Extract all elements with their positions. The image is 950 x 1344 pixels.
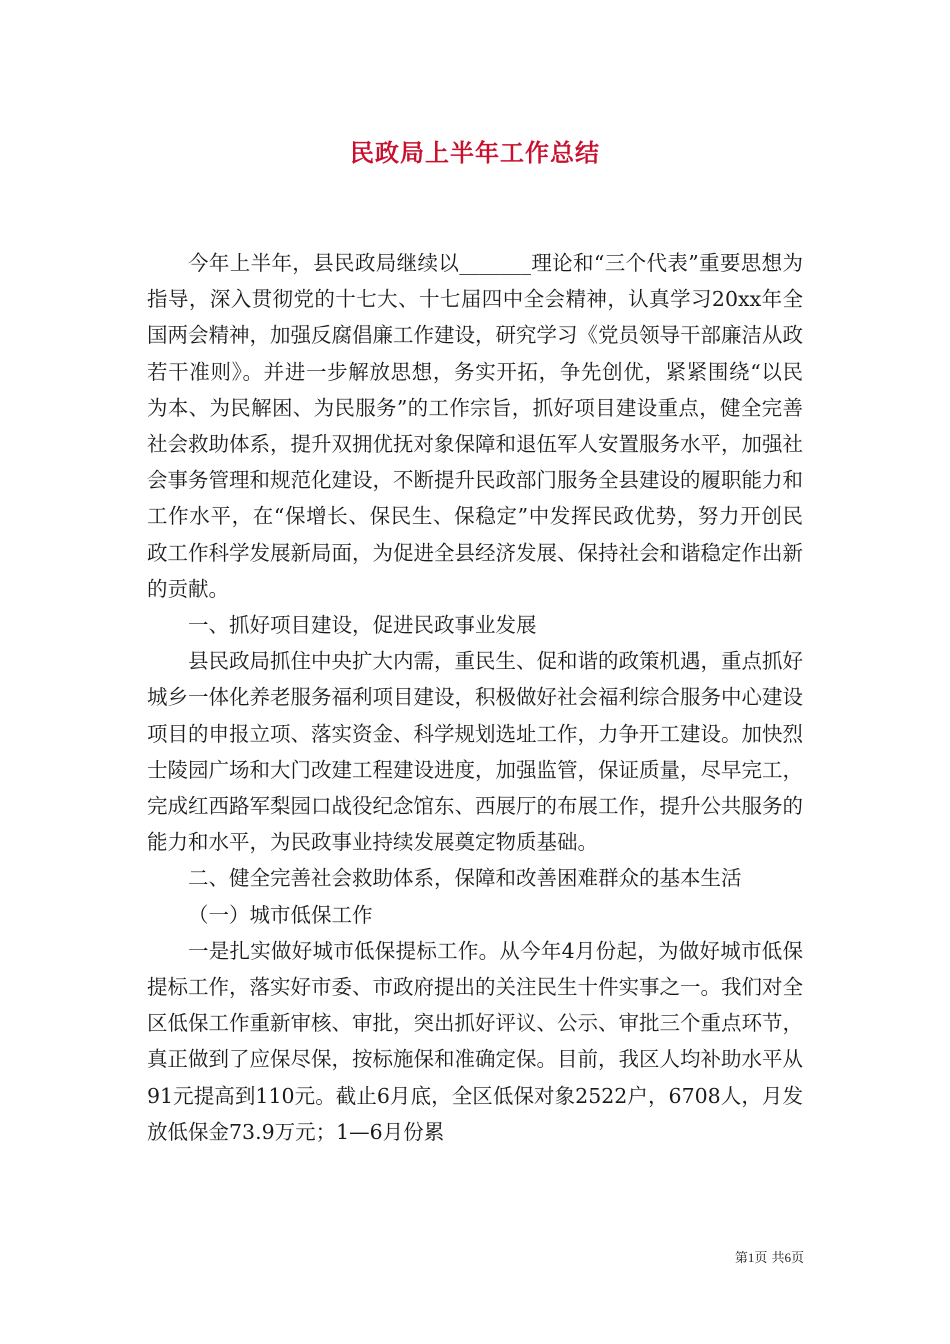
page-current: 1 <box>747 1250 755 1265</box>
document-body <box>147 245 803 1150</box>
subsection-1-paragraph: 一是扎实做好城市低保提标工作。从今年4月份起，为做好城市低保提标工作，落实好市委、市政府提出的关注民生十件实事之一。我们对全区低保工作重新审核、审批，突出抓好评议、公示、审批三个重点环节，真正做到了应保尽保，按标施保和准确定保。目前，我区人均补助水平从91元提高到110元。截止6月底，全区低保对象2522户，6708人，月发放低保金73.9万元；1—6月份累 <box>147 938 803 1144</box>
section-1-paragraph: 县民政局抓住中央扩大内需，重民生、促和谐的政策机遇，重点抓好城乡一体化养老服务福利项目建设，积极做好社会福利综合服务中心建设项目的申报立项、落实资金、科学规划选址工作，力争开工建设。加快烈士陵园广场和大门改建工程建设进度，加强监管，保证质量，尽早完工，完成红西路军梨园口战役纪念馆东、西展厅的布展工作，提升公共服务的能力和水平，为民政事业持续发展奠定物质基础。 <box>147 649 803 855</box>
document-title: 民政局上半年工作总结 <box>350 139 600 167</box>
section-heading-2: 二、健全完善社会救助体系，保障和改善困难群众的基本生活 <box>188 866 742 891</box>
section-heading-1: 一、抓好项目建设，促进民政事业发展 <box>188 613 537 638</box>
page-prefix: 第 <box>734 1251 748 1266</box>
page-total: 6 <box>784 1250 791 1265</box>
page-footer <box>735 1247 804 1266</box>
subsection-heading-1: （一）城市低保工作 <box>188 902 373 927</box>
intro-paragraph: 今年上半年，县民政局继续以_______理论和“三个代表”重要思想为指导，深入贯彻党的十七大、十七届四中全会精神，认真学习20xx年全国两会精神，加强反腐倡廉工作建设，研究学习《党员领导干部廉洁从政若干准则》。并进一步解放思想，务实开拓，争先创优，紧紧围绕“以民为本、为民解困、为民服务”的工作宗旨，抓好项目建设重点，健全完善社会救助体系，提升双拥优抚对象保障和退伍军人安置服务水平，加强社会事务管理和规范化建设，不断提升民政部门服务全县建设的履职能力和工作水平，在“保增长、保民生、保稳定”中发挥民政优势，努力开创民政工作科学发展新局面，为促进全县经济发展、保持社会和谐稳定作出新的贡献。 <box>147 251 803 601</box>
page-middle: 页 共 <box>754 1251 785 1266</box>
page-suffix: 页 <box>790 1251 804 1266</box>
